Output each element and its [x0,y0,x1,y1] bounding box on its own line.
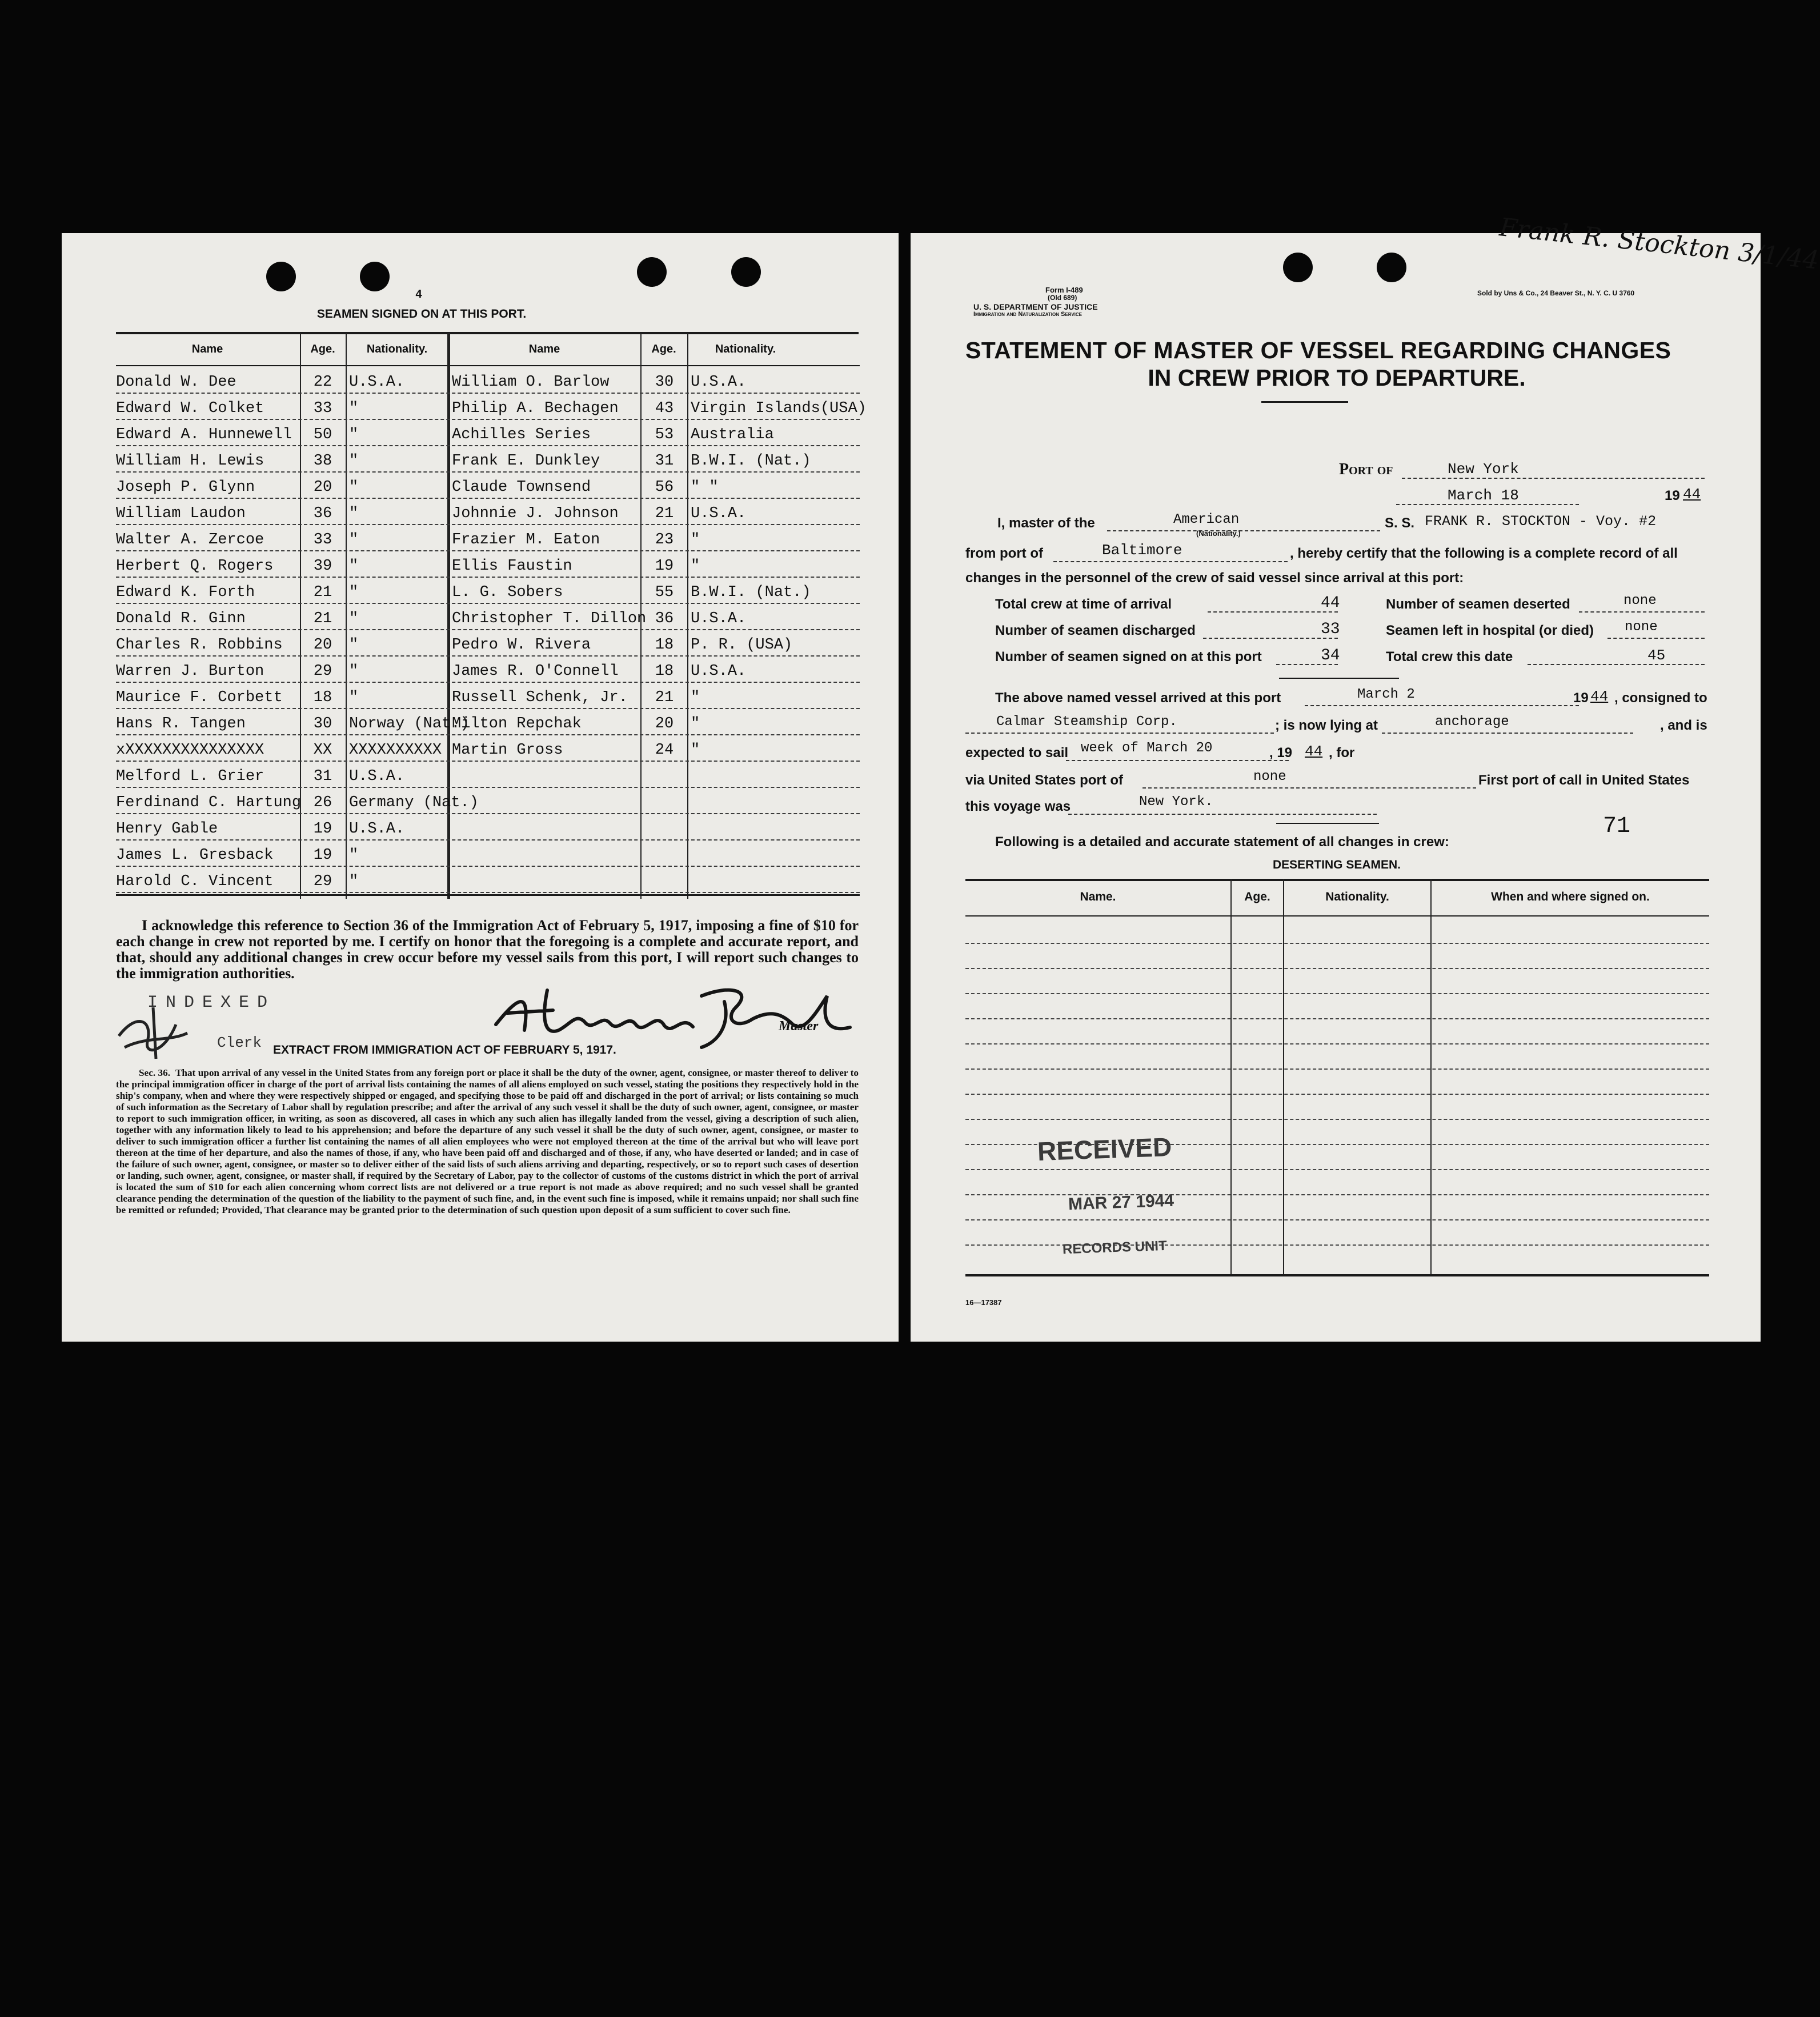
clerk-initial-signature [113,1002,193,1064]
department-name: U. S. DEPARTMENT OF JUSTICE [973,302,1098,311]
table-bottom-rule [965,1274,1709,1276]
header-rule [116,365,860,366]
crew-table-row [116,604,860,630]
extract-body-text: That upon arrival of any vessel in the United States from any foreign port or place it shall be the duty of the owner, agent, consignee, or master thereof to deliver to the principal immigration officer in charge of the port of arrival lists containing the names of all aliens employed on such vessel, stating the positions they respectively hold in the ship's company, when and where they were respectively shipped or engaged, and specifying those to be paid off and discharged in the port of arrival; or lists containing so much of such information as the Secretary of Labor shall by regulation prescribe; and after the arrival of any such vessel it shall be the duty of such owner, agent, consignee, or master to report to such immigration officer, in writing, as soon as discovered, all cases in which any such alien has illegally landed from the vessel, giving a description of such alien, together with any information likely to lead to his apprehension; and before the departure of any such vessel it shall be the duty of such owner, agent, consignee, or master to deliver to such immigration officer a further list containing the names of all alien employees who were not employed thereon at the time of the arrival but who will leave port thereon at the time of her departure, and also the names of those, if any, who have been paid off and discharged and of those, if any, who have deserted or landed; and in case of the failure of such owner, agent, consignee, or master so to deliver either of the said lists of such aliens arriving and departing, respectively, or so to report such cases of desertion or landing, such owner, agent, consignee, or master shall, if required by the Secretary of Labor, pay to the collector of customs of the customs district in which the port of arrival is located the sum of $10 for each alien concerning whom correct lists are not delivered or a true report is not made as above required; and no such vessel shall be granted clearance pending the determination of the question of the liability to the payment of such fine, and, in the event such fine is imposed, while it remains unpaid; nor shall such fine be remitted or refunded; Provided, That clearance may be granted prior to the determination of such question upon deposit of a sum sufficient to cover such fine. [116,1067,859,1215]
fill-line [1579,611,1705,613]
counts-rule [1279,678,1399,679]
printer-note: Sold by Uns & Co., 24 Beaver St., N. Y. C. U 3760 [1477,289,1635,297]
this-voyage-value: New York. [1139,794,1213,810]
port-value: New York [1448,461,1519,478]
col-header-name: Name. [1080,890,1116,903]
form-title-line1: STATEMENT OF MASTER OF VESSEL REGARDING CHANGES [965,337,1671,363]
crew-nationality-cell: U.S.A. [349,374,405,391]
discharged-value: 33 [1321,621,1340,638]
footer-code: 16—17387 [965,1298,1002,1307]
fill-line [1382,733,1633,734]
crew-name-cell: Warren J. Burton [116,663,264,680]
crew-name-cell: Ferdinand C. Hartung [116,794,302,811]
total-arrival-value: 44 [1321,594,1340,612]
arrived-year-prefix: 19 [1573,690,1589,706]
hospital-label: Seamen left in hospital (or died) [1386,623,1594,638]
form-title-line2: IN CREW PRIOR TO DEPARTURE. [1148,365,1526,391]
crew-table-row [116,394,867,420]
crew-age-cell [643,867,686,893]
crew-nationality-cell: U.S.A. [349,821,405,838]
crew-age-cell: 20 [313,479,332,496]
crew-table-row [116,709,860,735]
crew-nationality-cell: B.W.I. (Nat.) [691,584,811,601]
discharged-label: Number of seamen discharged [995,623,1196,638]
crew-table-row [116,367,860,394]
expected-value: week of March 20 [1081,741,1213,756]
acknowledgment-text: I acknowledge this reference to Section 36 of the Immigration Act of February 5, 1917, imposing a fine of $10 for each change in crew not reported by me. I certify on honor that the foregoing is a complete and accurate report, and that, should any additional changes in crew occur before my vessel sails from this port, I will report such changes to the immigration authorities. [116,917,859,982]
this-voyage-label: this voyage was [965,799,1071,814]
crew-age-cell: 30 [655,374,674,391]
crew-name-cell [452,788,640,814]
crew-nationality-cell: " [691,531,700,549]
crew-nationality-cell: " [349,847,359,864]
deserting-table [965,879,1709,1276]
crew-table-row [116,446,860,473]
header-rule [965,915,1709,917]
total-arrival-label: Total crew at time of arrival [995,597,1172,612]
nationality-caption: (Nationality.) [1196,529,1241,538]
title-rule [1261,401,1348,403]
fill-line [1607,638,1705,639]
deserting-row [965,1043,1709,1044]
received-date-stamp: MAR 27 1944 [1068,1191,1174,1214]
lying-label: ; is now lying at [1275,718,1378,733]
crew-name-cell: L. G. Sobers [452,584,563,601]
from-port-label: from port of [965,546,1043,561]
via-label: via United States port of [965,773,1124,788]
fill-line [1068,814,1377,815]
nationality-value: American [1173,512,1240,527]
deserting-row [965,1119,1709,1120]
crew-age-cell: 31 [655,453,674,470]
deserted-value: none [1623,593,1657,609]
table-bottom-rule [116,894,860,896]
column-divider [1230,879,1232,1276]
crew-nationality-cell: U.S.A. [349,768,405,785]
crew-table-row [116,551,860,578]
records-unit-stamp: RECORDS UNIT [1062,1238,1168,1258]
crew-age-cell: 55 [655,584,674,601]
crew-name-cell [452,762,640,788]
crew-age-cell [643,841,686,867]
crew-name-cell: William H. Lewis [116,453,264,470]
punch-hole [731,257,761,287]
fill-line [1208,611,1338,613]
crew-table-row [116,788,860,814]
crew-name-cell: Donald R. Ginn [116,610,246,627]
col-header-age: Age. [651,343,676,355]
crew-name-cell: Russell Schenk, Jr. [452,689,628,706]
service-name: Immigration and Naturalization Service [973,311,1083,318]
crew-age-cell: 19 [655,558,674,575]
col-header-age: Age. [1244,890,1270,903]
extract-title: EXTRACT FROM IMMIGRATION ACT OF FEBRUARY 5, 1917. [273,1043,616,1056]
deserted-label: Number of seamen deserted [1386,597,1570,612]
crew-age-cell [643,814,686,841]
expected-year-prefix: , 19 [1269,745,1293,761]
col-header-name: Name [191,343,223,355]
crew-name-cell: Melford L. Grier [116,768,264,785]
col-header-nationality: Nationality. [1325,890,1389,903]
crew-name-cell: Martin Gross [452,742,563,759]
crew-age-cell: 33 [313,400,332,417]
crew-nationality-cell: U.S.A. [691,374,747,391]
crew-age-cell: 21 [655,505,674,522]
crew-name-cell: Ellis Faustin [452,558,572,575]
deserting-row [965,1219,1709,1220]
signed-on-value: 34 [1321,647,1340,665]
crew-name-cell: xXXXXXXXXXXXXXXX [116,742,264,759]
crew-name-cell: Frank E. Dunkley [452,453,600,470]
voyage-rule [1276,823,1379,824]
crew-nationality-cell: " [349,558,359,575]
crew-age-cell: 21 [313,610,332,627]
fill-line [1066,760,1289,761]
crew-table-row [116,867,860,893]
crew-name-cell: Donald W. Dee [116,374,236,391]
punch-hole [1283,253,1313,282]
fill-line [1142,787,1476,789]
crew-nationality-cell [691,814,879,841]
crew-age-cell: 23 [655,531,674,549]
deserting-row [965,1018,1709,1019]
certify-text: , hereby certify that the following is a complete record of all [1290,546,1678,561]
arrived-value: March 2 [1357,687,1415,702]
crew-nationality-cell: " [349,426,359,443]
col-header-when-where: When and where signed on. [1491,890,1650,903]
deserting-row [965,1068,1709,1070]
crew-name-cell: Maurice F. Corbett [116,689,283,706]
crew-nationality-cell: U.S.A. [691,505,747,522]
crew-age-cell: 50 [313,426,332,443]
crew-age-cell: 18 [655,663,674,680]
crew-nationality-cell [691,841,879,867]
col-header-nationality: Nationality. [715,343,776,355]
crew-nationality-cell: " [349,610,359,627]
received-stamp: RECEIVED [1037,1131,1173,1167]
crew-name-cell [452,814,640,841]
crew-age-cell: 19 [313,821,332,838]
page-number: 4 [415,288,422,301]
crew-age-cell: 36 [655,610,674,627]
changes-text: changes in the personnel of the crew of said vessel since arrival at this port: [965,570,1464,586]
crew-table-row [116,420,860,446]
page-mark-71: 71 [1603,814,1631,839]
crew-nationality-cell: " [349,400,359,417]
year-prefix: 19 [1665,488,1680,503]
deserting-row [965,993,1709,994]
consignee-value: Calmar Steamship Corp. [996,714,1177,730]
crew-nationality-cell: " [349,531,359,549]
crew-age-cell: 39 [313,558,332,575]
crew-nationality-cell: " [691,689,700,706]
crew-nationality-cell: P. R. (USA) [691,637,793,654]
crew-nationality-cell: " [691,558,700,575]
crew-nationality-cell: U.S.A. [691,610,747,627]
crew-nationality-cell: Germany (Nat.) [349,794,479,811]
from-port-value: Baltimore [1102,542,1182,559]
crew-name-cell: Harold C. Vincent [116,873,274,890]
crew-nationality-cell: " [349,584,359,601]
port-label: Port of [1339,461,1393,478]
crew-name-cell: Christopher T. Dillon [452,610,647,627]
and-is-label: , and is [1660,718,1707,733]
year-value: 44 [1683,486,1701,503]
fill-line [1107,530,1380,531]
crew-age-cell: 21 [655,689,674,706]
crew-age-cell: 18 [655,637,674,654]
form-old-number: (Old 689) [1048,294,1077,302]
punch-hole [360,262,390,291]
column-divider [1283,879,1284,1276]
master-label: Master [779,1019,819,1034]
crew-table-row [116,473,860,499]
crew-name-cell: Edward K. Forth [116,584,255,601]
date-value: March 18 [1448,487,1519,504]
crew-name-cell: William O. Barlow [452,374,610,391]
crew-nationality-cell: U.S.A. [691,663,747,680]
extract-body [116,1067,859,1216]
column-divider [1430,879,1432,1276]
crew-name-cell: Henry Gable [116,821,218,838]
crew-table-row [116,525,860,551]
master-of-label: I, master of the [997,515,1095,531]
crew-nationality-cell: " [349,873,359,890]
crew-table-row [116,499,860,525]
crew-age-cell: 33 [313,531,332,549]
deserting-row [965,1169,1709,1170]
crew-age-cell [643,762,686,788]
fill-line [1402,478,1705,479]
crew-name-cell: Edward A. Hunnewell [116,426,292,443]
crew-age-cell: 26 [313,794,332,811]
hospital-value: none [1625,619,1658,635]
crew-name-cell: James R. O'Connell [452,663,619,680]
crew-name-cell: Charles R. Robbins [116,637,283,654]
consigned-label: , consigned to [1614,690,1707,706]
crew-nationality-cell: " [691,742,700,759]
crew-nationality-cell [691,788,879,814]
crew-name-cell: Claude Townsend [452,479,591,496]
deserting-row [965,1094,1709,1095]
crew-name-cell: Philip A. Bechagen [452,400,619,417]
crew-table-row [116,683,860,709]
crew-name-cell: Hans R. Tangen [116,715,246,733]
crew-name-cell: Pedro W. Rivera [452,637,591,654]
col-header-age: Age. [310,343,335,355]
arrived-label: The above named vessel arrived at this port [995,690,1281,706]
expected-label: expected to sail [965,745,1069,761]
indexed-stamp: INDEXED [147,993,276,1012]
crew-name-cell: Joseph P. Glynn [116,479,255,496]
crew-name-cell: Milton Repchak [452,715,582,733]
fill-line [1203,638,1338,639]
crew-name-cell [452,841,640,867]
for-label: , for [1329,745,1355,761]
lying-value: anchorage [1435,714,1509,730]
punch-hole [266,262,296,291]
crew-name-cell: Edward W. Colket [116,400,264,417]
punch-hole [637,257,667,287]
left-page [62,233,899,1342]
arrived-year: 44 [1590,688,1609,705]
crew-nationality-cell [691,867,879,893]
clerk-label: Clerk [217,1034,262,1051]
deserting-row [965,968,1709,969]
row-rule [116,892,860,893]
first-port-label: First port of call in United States [1478,773,1690,788]
crew-age-cell: 43 [655,400,674,417]
crew-table-row [116,762,860,788]
col-header-name: Name [528,343,560,355]
crew-nationality-cell: " [691,715,700,733]
crew-nationality-cell: " [349,663,359,680]
crew-nationality-cell: B.W.I. (Nat.) [691,453,811,470]
fill-line [1305,705,1579,706]
fill-line [1528,664,1705,665]
crew-table-row [116,578,860,604]
total-this-date-label: Total crew this date [1386,649,1513,665]
deserting-row [965,943,1709,944]
handwritten-vessel-note: Frank R. Stockton 3/1/44 [1498,213,1820,275]
fill-line [1396,504,1579,505]
right-page [911,213,1820,1342]
crew-name-cell: Johnnie J. Johnson [452,505,619,522]
deserting-heading: DESERTING SEAMEN. [1272,858,1401,871]
col-header-nationality: Nationality. [366,343,428,355]
crew-name-cell: William Laudon [116,505,246,522]
crew-age-cell: 20 [655,715,674,733]
crew-nationality-cell: " " [691,479,719,496]
crew-name-cell: Frazier M. Eaton [452,531,600,549]
punch-hole [1377,253,1406,282]
crew-age-cell: 21 [313,584,332,601]
crew-nationality-cell: XXXXXXXXXX [349,742,442,759]
via-value: none [1253,769,1286,785]
crew-age-cell: 30 [313,715,332,733]
vessel-name-value: FRANK R. STOCKTON - Voy. #2 [1425,513,1657,530]
crew-age-cell: 31 [313,768,332,785]
crew-nationality-cell: Virgin Islands(USA) [691,400,867,417]
section-heading: SEAMEN SIGNED ON AT THIS PORT. [316,307,527,321]
crew-table-row [116,630,860,657]
crew-nationality-cell: " [349,479,359,496]
crew-age-cell: 38 [313,453,332,470]
crew-age-cell [643,788,686,814]
crew-age-cell: 20 [313,637,332,654]
crew-nationality-cell: " [349,505,359,522]
crew-table-row [116,814,860,841]
crew-nationality-cell: " [349,453,359,470]
crew-age-cell: 18 [313,689,332,706]
signed-on-label: Number of seamen signed on at this port [995,649,1262,665]
master-signature [484,979,873,1053]
crew-age-cell: 56 [655,479,674,496]
crew-nationality-cell: Norway (Nat.) [349,715,470,733]
crew-nationality-cell [691,762,879,788]
crew-age-cell: 53 [655,426,674,443]
crew-age-cell: 24 [655,742,674,759]
crew-table-row [116,657,860,683]
crew-name-cell: James L. Gresback [116,847,274,864]
crew-name-cell [452,867,640,893]
crew-age-cell: XX [313,742,332,759]
crew-age-cell: 29 [313,663,332,680]
crew-table-row [116,735,860,762]
fill-line [1053,561,1288,562]
following-text: Following is a detailed and accurate statement of all changes in crew: [995,834,1449,850]
crew-nationality-cell: Australia [691,426,774,443]
total-this-date-value: 45 [1647,647,1666,664]
crew-name-cell: Walter A. Zercoe [116,531,264,549]
expected-year: 44 [1305,743,1323,760]
crew-name-cell: Herbert Q. Rogers [116,558,274,575]
crew-name-cell: Achilles Series [452,426,591,443]
extract-section-label: Sec. 36. [139,1067,171,1078]
crew-age-cell: 29 [313,873,332,890]
fill-line [965,733,1274,734]
crew-table-row [116,841,860,867]
crew-age-cell: 22 [313,374,332,391]
crew-nationality-cell: " [349,637,359,654]
ss-label: S. S. [1385,515,1415,531]
crew-age-cell: 36 [313,505,332,522]
crew-nationality-cell: " [349,689,359,706]
crew-age-cell: 19 [313,847,332,864]
form-number: Form I-489 [1045,286,1083,294]
